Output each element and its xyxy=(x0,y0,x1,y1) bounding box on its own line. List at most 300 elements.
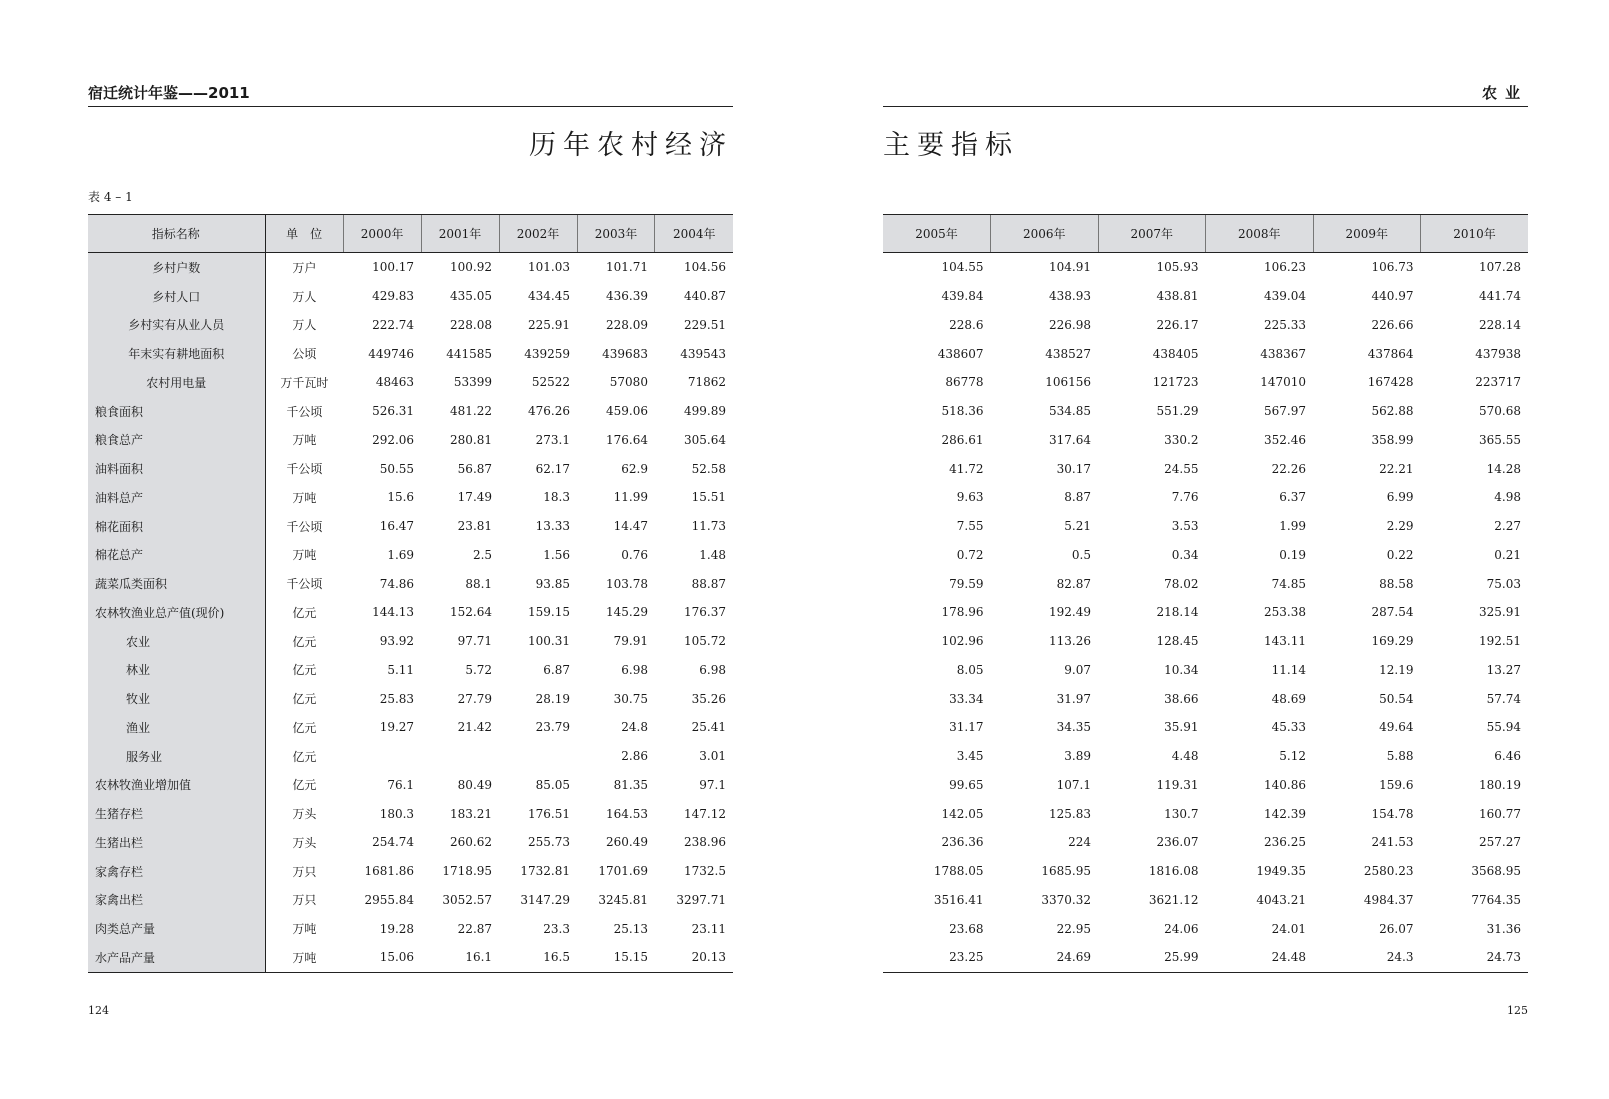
value-cell: 226.98 xyxy=(1049,317,1091,332)
indicator-name-cell: 生猪存栏 xyxy=(88,799,265,828)
value-cell: 88.58 xyxy=(1379,576,1414,591)
unit-cell: 亿元 xyxy=(292,634,317,649)
value-cell: 7764.35 xyxy=(1471,892,1521,907)
table-row xyxy=(883,799,1528,828)
value-cell: 14.47 xyxy=(613,519,648,534)
value-cell: 305.64 xyxy=(684,432,726,447)
unit-cell: 亿元 xyxy=(292,778,317,793)
indicator-name-cell: 服务业 xyxy=(88,742,265,771)
value-cell: 41.72 xyxy=(949,461,984,476)
table-row xyxy=(88,799,733,828)
value-cell: 238.96 xyxy=(684,835,726,850)
value-cell: 16.1 xyxy=(421,943,499,972)
value-cell: 24.73 xyxy=(1421,943,1529,972)
value-cell: 52.58 xyxy=(691,461,726,476)
indicator-name-cell: 棉花总产 xyxy=(88,541,265,570)
column-header-2010: 2010年 xyxy=(1421,215,1529,253)
unit-cell: 万只 xyxy=(292,864,317,879)
indicator-name-cell: 油料总产 xyxy=(88,483,265,512)
value-cell: 1685.95 xyxy=(1041,864,1091,879)
value-cell: 439259 xyxy=(524,346,570,361)
value-cell: 1681.86 xyxy=(364,864,415,879)
indicator-name-cell: 粮食总产 xyxy=(88,426,265,455)
table-row xyxy=(883,684,1528,713)
value-cell: 144.13 xyxy=(372,605,415,620)
table-row xyxy=(88,598,733,627)
value-cell: 440.87 xyxy=(684,289,726,304)
value-cell: 236.25 xyxy=(1264,835,1306,850)
value-cell: 0.72 xyxy=(956,547,984,562)
value-cell: 5.12 xyxy=(1279,749,1306,764)
value-cell: 437938 xyxy=(1475,346,1521,361)
value-cell: 107.1 xyxy=(1056,777,1091,792)
value-cell: 459.06 xyxy=(605,404,648,419)
value-cell: 24.06 xyxy=(1164,921,1199,936)
value-cell: 3.89 xyxy=(1064,749,1091,764)
unit-cell: 千公顷 xyxy=(286,519,323,534)
value-cell: 3.45 xyxy=(956,749,984,764)
value-cell: 3568.95 xyxy=(1471,864,1521,879)
column-header-2007: 2007年 xyxy=(1098,215,1206,253)
value-cell: 0.19 xyxy=(1279,547,1306,562)
indicator-name-cell: 农业 xyxy=(88,627,265,656)
table-row xyxy=(88,368,733,397)
unit-cell: 万头 xyxy=(292,835,317,850)
value-cell: 225.91 xyxy=(528,317,570,332)
table-row xyxy=(88,771,733,800)
value-cell: 325.91 xyxy=(1479,605,1521,620)
indicator-name-cell: 乡村人口 xyxy=(88,282,265,311)
value-cell: 88.87 xyxy=(691,576,726,591)
value-cell: 22.26 xyxy=(1271,461,1306,476)
value-cell: 3516.41 xyxy=(933,892,984,907)
table-row xyxy=(883,483,1528,512)
unit-cell: 千公顷 xyxy=(286,577,323,592)
value-cell: 570.68 xyxy=(1479,404,1521,419)
table-row xyxy=(883,914,1528,943)
value-cell: 24.55 xyxy=(1164,461,1199,476)
unit-cell: 千公顷 xyxy=(286,462,323,477)
value-cell: 20.13 xyxy=(655,943,733,972)
value-cell: 236.07 xyxy=(1156,835,1199,850)
table-row xyxy=(883,771,1528,800)
value-cell: 6.99 xyxy=(1386,490,1414,505)
value-cell: 35.91 xyxy=(1164,720,1199,735)
value-cell: 121723 xyxy=(1152,375,1199,390)
value-cell: 8.05 xyxy=(956,662,984,677)
value-cell: 2.86 xyxy=(621,749,648,764)
value-cell: 62.9 xyxy=(621,461,648,476)
table-row xyxy=(883,886,1528,915)
value-cell: 24.48 xyxy=(1206,943,1314,972)
value-cell: 93.92 xyxy=(379,634,415,649)
indicator-name-cell: 年末实有耕地面积 xyxy=(88,339,265,368)
value-cell: 25.99 xyxy=(1098,943,1206,972)
value-cell: 160.77 xyxy=(1479,806,1521,821)
value-cell: 2.5 xyxy=(472,547,493,562)
value-cell: 439683 xyxy=(602,346,648,361)
value-cell: 104.91 xyxy=(1049,260,1091,275)
indicator-name-cell: 蔬菜瓜类面积 xyxy=(88,569,265,598)
data-table-left xyxy=(88,214,733,973)
table-row xyxy=(88,742,733,771)
running-head-left: 宿迁统计年鉴——2011 xyxy=(88,82,733,107)
value-cell: 3.01 xyxy=(699,749,726,764)
value-cell: 97.1 xyxy=(699,777,726,792)
value-cell: 3.53 xyxy=(1171,519,1199,534)
unit-cell: 万吨 xyxy=(292,922,317,937)
column-header-2002: 2002年 xyxy=(499,215,577,253)
value-cell: 62.17 xyxy=(535,461,570,476)
value-cell: 223717 xyxy=(1475,375,1521,390)
value-cell: 5.21 xyxy=(1064,519,1091,534)
value-cell: 31.97 xyxy=(1056,691,1091,706)
table-row xyxy=(88,569,733,598)
table-row xyxy=(88,311,733,340)
value-cell: 57080 xyxy=(609,375,648,390)
value-cell: 4043.21 xyxy=(1256,892,1306,907)
indicator-name-cell: 肉类总产量 xyxy=(88,914,265,943)
value-cell: 101.71 xyxy=(605,260,648,275)
value-cell: 438405 xyxy=(1152,346,1199,361)
table-row xyxy=(883,339,1528,368)
table-row xyxy=(88,282,733,311)
column-header-2006: 2006年 xyxy=(991,215,1099,253)
value-cell: 130.7 xyxy=(1164,806,1199,821)
value-cell: 15.15 xyxy=(577,943,655,972)
value-cell: 8.87 xyxy=(1064,490,1091,505)
value-cell: 19.28 xyxy=(379,921,415,936)
value-cell: 260.49 xyxy=(605,835,648,850)
value-cell: 1.99 xyxy=(1279,519,1306,534)
value-cell: 106.73 xyxy=(1371,260,1414,275)
value-cell: 142.05 xyxy=(941,806,984,821)
value-cell: 255.73 xyxy=(528,835,570,850)
value-cell: 34.35 xyxy=(1056,720,1091,735)
value-cell: 551.29 xyxy=(1156,404,1199,419)
value-cell: 481.22 xyxy=(450,404,493,419)
value-cell: 100.92 xyxy=(450,260,493,275)
table-row xyxy=(883,282,1528,311)
value-cell: 50.54 xyxy=(1379,691,1414,706)
unit-cell: 万头 xyxy=(292,807,317,822)
value-cell xyxy=(421,742,499,771)
value-cell: 24.8 xyxy=(621,720,648,735)
value-cell: 14.28 xyxy=(1486,461,1521,476)
value-cell: 526.31 xyxy=(372,404,415,419)
column-header-2009: 2009年 xyxy=(1313,215,1421,253)
value-cell: 49.64 xyxy=(1379,720,1414,735)
table-row xyxy=(88,914,733,943)
value-cell: 449746 xyxy=(368,346,415,361)
value-cell: 6.98 xyxy=(699,662,726,677)
value-cell: 438607 xyxy=(937,346,984,361)
value-cell: 1949.35 xyxy=(1256,864,1306,879)
column-header-unit: 单 位 xyxy=(265,215,343,253)
value-cell: 224 xyxy=(1068,835,1091,850)
value-cell: 1718.95 xyxy=(442,864,493,879)
data-table-right xyxy=(883,214,1528,973)
value-cell: 102.96 xyxy=(941,634,984,649)
value-cell: 438.93 xyxy=(1049,289,1091,304)
table-row xyxy=(883,713,1528,742)
value-cell: 365.55 xyxy=(1479,432,1521,447)
value-cell: 11.14 xyxy=(1271,662,1306,677)
value-cell: 101.03 xyxy=(528,260,570,275)
value-cell: 52522 xyxy=(531,375,570,390)
value-cell: 103.78 xyxy=(605,576,648,591)
value-cell: 2.27 xyxy=(1494,519,1521,534)
value-cell: 167428 xyxy=(1367,375,1414,390)
unit-cell: 亿元 xyxy=(292,720,317,735)
value-cell: 439543 xyxy=(680,346,726,361)
table-row xyxy=(883,656,1528,685)
value-cell: 3245.81 xyxy=(598,892,648,907)
value-cell: 1732.81 xyxy=(520,864,570,879)
value-cell: 1732.5 xyxy=(684,864,726,879)
table-row xyxy=(883,857,1528,886)
table-row xyxy=(883,454,1528,483)
value-cell: 50.55 xyxy=(379,461,415,476)
value-cell: 2580.23 xyxy=(1363,864,1414,879)
value-cell: 257.27 xyxy=(1479,835,1521,850)
value-cell: 1816.08 xyxy=(1148,864,1199,879)
right-page xyxy=(883,0,1528,1099)
value-cell: 6.37 xyxy=(1279,490,1306,505)
value-cell: 81.35 xyxy=(613,777,648,792)
value-cell: 358.99 xyxy=(1371,432,1414,447)
value-cell: 562.88 xyxy=(1371,404,1414,419)
table-row xyxy=(883,828,1528,857)
table-row xyxy=(883,742,1528,771)
value-cell: 438527 xyxy=(1045,346,1091,361)
value-cell: 1788.05 xyxy=(933,864,984,879)
value-cell: 106156 xyxy=(1045,375,1091,390)
indicator-name-cell: 生猪出栏 xyxy=(88,828,265,857)
table-row xyxy=(883,569,1528,598)
value-cell: 48463 xyxy=(375,375,415,390)
unit-cell: 千公顷 xyxy=(286,404,323,419)
value-cell: 142.39 xyxy=(1264,806,1306,821)
value-cell: 192.49 xyxy=(1049,605,1091,620)
unit-cell: 公顷 xyxy=(292,347,317,362)
value-cell: 26.07 xyxy=(1379,921,1414,936)
value-cell: 24.69 xyxy=(991,943,1099,972)
value-cell: 0.34 xyxy=(1171,547,1199,562)
value-cell: 11.99 xyxy=(613,490,648,505)
value-cell: 82.87 xyxy=(1056,576,1091,591)
value-cell: 1701.69 xyxy=(598,864,648,879)
value-cell: 25.83 xyxy=(379,691,415,706)
value-cell: 228.09 xyxy=(605,317,648,332)
column-header-indicator: 指标名称 xyxy=(88,215,265,253)
value-cell: 15.6 xyxy=(387,490,415,505)
value-cell: 152.64 xyxy=(450,605,493,620)
value-cell: 12.19 xyxy=(1379,662,1414,677)
value-cell: 125.83 xyxy=(1049,806,1091,821)
value-cell: 11.73 xyxy=(691,519,726,534)
value-cell: 45.33 xyxy=(1271,720,1306,735)
table-row xyxy=(883,943,1528,972)
unit-cell: 万吨 xyxy=(265,943,343,972)
value-cell: 273.1 xyxy=(535,432,570,447)
value-cell: 13.27 xyxy=(1486,662,1521,677)
value-cell: 438367 xyxy=(1260,346,1306,361)
value-cell: 164.53 xyxy=(605,806,648,821)
table-row xyxy=(88,512,733,541)
value-cell: 176.51 xyxy=(528,806,570,821)
value-cell: 5.11 xyxy=(387,662,415,677)
value-cell: 441585 xyxy=(446,346,493,361)
value-cell: 128.45 xyxy=(1156,634,1199,649)
unit-cell: 万千瓦时 xyxy=(280,375,329,390)
value-cell: 180.19 xyxy=(1479,777,1521,792)
page-title-right: 主要指标 xyxy=(883,130,1019,161)
value-cell: 88.1 xyxy=(465,576,493,591)
value-cell: 3621.12 xyxy=(1148,892,1199,907)
value-cell: 176.37 xyxy=(684,605,726,620)
table-row xyxy=(88,656,733,685)
value-cell: 143.11 xyxy=(1264,634,1306,649)
value-cell: 147010 xyxy=(1260,375,1306,390)
value-cell: 0.21 xyxy=(1494,547,1521,562)
value-cell xyxy=(343,742,421,771)
unit-cell: 万吨 xyxy=(292,433,317,448)
table-row xyxy=(88,886,733,915)
value-cell: 86778 xyxy=(945,375,984,390)
value-cell: 9.63 xyxy=(956,490,984,505)
value-cell: 100.17 xyxy=(372,260,415,275)
value-cell: 28.19 xyxy=(535,691,570,706)
value-cell: 286.61 xyxy=(941,432,984,447)
value-cell: 226.17 xyxy=(1156,317,1199,332)
value-cell: 7.55 xyxy=(956,519,984,534)
running-head-right: 农业 xyxy=(883,82,1528,107)
value-cell: 352.46 xyxy=(1264,432,1306,447)
table-row xyxy=(883,426,1528,455)
table-row xyxy=(88,713,733,742)
value-cell: 441.74 xyxy=(1479,289,1521,304)
unit-cell: 亿元 xyxy=(292,605,317,620)
value-cell: 55.94 xyxy=(1486,720,1521,735)
page-number-left: 124 xyxy=(88,1004,109,1017)
indicator-name-cell: 家禽存栏 xyxy=(88,857,265,886)
value-cell: 228.6 xyxy=(949,317,984,332)
unit-cell: 亿元 xyxy=(292,749,317,764)
value-cell: 434.45 xyxy=(528,289,570,304)
value-cell: 76.1 xyxy=(387,777,415,792)
table-row xyxy=(88,397,733,426)
unit-cell: 万吨 xyxy=(292,548,317,563)
value-cell: 5.88 xyxy=(1386,749,1414,764)
value-cell: 56.87 xyxy=(457,461,493,476)
value-cell: 23.79 xyxy=(535,720,570,735)
value-cell: 438.81 xyxy=(1156,289,1199,304)
value-cell: 3297.71 xyxy=(676,892,726,907)
value-cell: 169.29 xyxy=(1371,634,1414,649)
unit-cell: 万户 xyxy=(292,260,317,275)
table-row xyxy=(88,943,733,972)
value-cell: 439.04 xyxy=(1264,289,1306,304)
table-row xyxy=(88,253,733,282)
indicator-name-cell: 棉花面积 xyxy=(88,512,265,541)
column-header-2005: 2005年 xyxy=(883,215,991,253)
column-header-2000: 2000年 xyxy=(343,215,421,253)
value-cell: 104.55 xyxy=(941,260,984,275)
value-cell: 13.33 xyxy=(535,519,570,534)
value-cell: 439.84 xyxy=(941,289,984,304)
value-cell: 79.59 xyxy=(949,576,984,591)
left-page xyxy=(88,0,733,1099)
unit-cell: 万人 xyxy=(292,318,317,333)
value-cell: 10.34 xyxy=(1164,662,1199,677)
table-row xyxy=(88,483,733,512)
value-cell: 437864 xyxy=(1367,346,1414,361)
value-cell: 53399 xyxy=(453,375,493,390)
value-cell: 105.93 xyxy=(1156,260,1199,275)
value-cell: 534.85 xyxy=(1049,404,1091,419)
value-cell: 280.81 xyxy=(450,432,493,447)
value-cell: 6.98 xyxy=(621,662,648,677)
value-cell: 27.79 xyxy=(457,691,493,706)
value-cell: 22.95 xyxy=(1056,921,1091,936)
indicator-name-cell: 水产品产量 xyxy=(88,943,265,972)
value-cell: 22.87 xyxy=(457,921,493,936)
value-cell: 100.31 xyxy=(528,634,570,649)
value-cell: 436.39 xyxy=(605,289,648,304)
value-cell: 23.68 xyxy=(949,921,984,936)
table-row xyxy=(88,627,733,656)
value-cell: 15.06 xyxy=(343,943,421,972)
value-cell: 3370.32 xyxy=(1041,892,1091,907)
value-cell: 159.15 xyxy=(528,605,570,620)
value-cell xyxy=(499,742,577,771)
value-cell: 228.08 xyxy=(450,317,493,332)
value-cell: 429.83 xyxy=(372,289,415,304)
table-row xyxy=(88,426,733,455)
table-row xyxy=(883,512,1528,541)
value-cell: 330.2 xyxy=(1164,432,1199,447)
table-row xyxy=(88,541,733,570)
value-cell: 241.53 xyxy=(1371,835,1414,850)
value-cell: 228.14 xyxy=(1479,317,1521,332)
value-cell: 154.78 xyxy=(1371,806,1414,821)
value-cell: 0.76 xyxy=(621,547,648,562)
value-cell: 23.11 xyxy=(691,921,726,936)
value-cell: 236.36 xyxy=(941,835,984,850)
value-cell: 3147.29 xyxy=(520,892,570,907)
value-cell: 30.75 xyxy=(613,691,648,706)
indicator-name-cell: 农村用电量 xyxy=(88,368,265,397)
value-cell: 499.89 xyxy=(684,404,726,419)
table-number: 表 4 – 1 xyxy=(88,190,133,204)
value-cell: 21.42 xyxy=(457,720,493,735)
value-cell: 17.49 xyxy=(457,490,493,505)
value-cell: 567.97 xyxy=(1264,404,1306,419)
value-cell: 1.48 xyxy=(699,547,726,562)
table-row xyxy=(88,339,733,368)
indicator-name-cell: 家禽出栏 xyxy=(88,886,265,915)
table-row xyxy=(883,598,1528,627)
value-cell: 253.38 xyxy=(1264,605,1306,620)
value-cell: 287.54 xyxy=(1371,605,1414,620)
table-row xyxy=(88,857,733,886)
table-row xyxy=(883,627,1528,656)
value-cell: 19.27 xyxy=(379,720,415,735)
value-cell: 31.17 xyxy=(949,720,984,735)
value-cell: 476.26 xyxy=(528,404,570,419)
value-cell: 75.03 xyxy=(1486,576,1521,591)
